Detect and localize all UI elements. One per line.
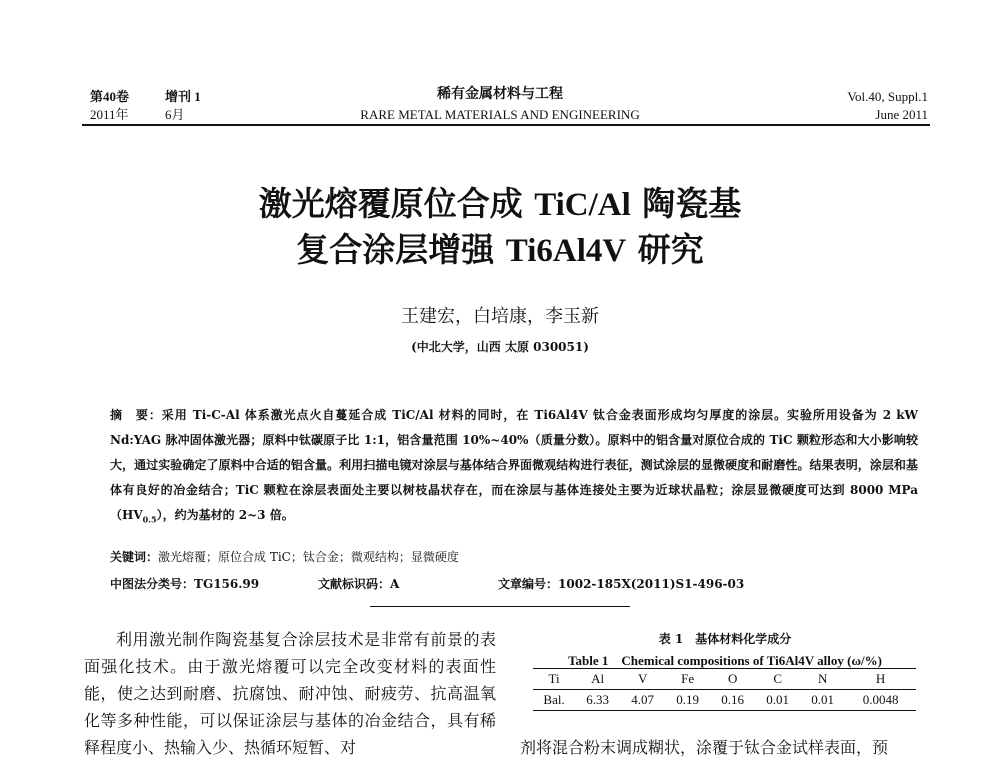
affiliation: (中北大学，山西 太原 030051) (411, 340, 589, 354)
abstract: 摘 要：采用 Ti-C-Al 体系激光点火自蔓延合成 TiC/Al 材料的同时，在 Ti6Al4V 钛合金表面形成均匀厚度的涂层。实验所用设备为 2 kW Nd:YAG 脉冲固体激光器；原料中钛碳原子比 1:1，铝含量范围 10%~40%（质量分数）。原料中的铝含量对原位合成的 TiC 颗粒形态和大小影响较大，通过实验确定了原料中合适的铝含量。利用扫描电镜对涂层与基体结合界面微观结构进行表征，测试涂层的显微硬度和耐磨性。结果表明，涂层和基体有良好的冶金结合；TiC 颗粒在涂层表面处主要以树枝晶状存在，而在涂层与基体连接处主要为近球状晶粒；涂层显微硬度可达到 8000 $MPa(HV_{0.5})$，约为基材的 2~3 倍。 (110, 408, 918, 525)
table-cell: 6.33 (586, 692, 610, 707)
month-cn: 6月 (165, 107, 185, 122)
section-divider (370, 606, 630, 607)
table-header-cell: C (773, 671, 782, 686)
table-header-cell: Al (591, 671, 605, 686)
body-right-column: 剂将混合粉末调成糊状，涂覆于钛合金试样表面，预 (520, 738, 889, 757)
table-header-cell: O (727, 671, 738, 686)
table-header-cell: Fe (681, 671, 695, 686)
supplement-cn: 增刊 1 (165, 89, 201, 104)
journal-name-cn: 稀有金属材料与工程 (437, 87, 563, 102)
table-caption-en: Table 1 Chemical compositions of Ti6Al4V alloy (ω/%) (568, 653, 882, 668)
table-header-cell: H (875, 671, 886, 686)
table-header-row (533, 669, 916, 690)
table-header-cell: Ti (548, 671, 560, 686)
title-line-1: 激光熔覆原位合成 TiC/Al 陶瓷基 (258, 184, 742, 223)
table-row (533, 690, 916, 711)
header-rule (82, 124, 930, 126)
keywords: 关键词：激光熔覆；原位合成 TiC；钛合金；微观结构；显微硬度 (110, 550, 459, 564)
table-cell: 0.0048 (862, 692, 899, 707)
date-en: June 2011 (875, 107, 928, 122)
title-line-2: 复合涂层增强 Ti6Al4V 研究 (296, 230, 704, 269)
table-cell: 0.01 (811, 692, 835, 707)
table-cell: 0.16 (721, 692, 745, 707)
volume-en: Vol.40, Suppl.1 (847, 89, 928, 104)
clc-number: 中图法分类号：TG156.99 (110, 577, 260, 591)
journal-name-en: RARE METAL MATERIALS AND ENGINEERING (360, 107, 640, 122)
composition-table (533, 668, 916, 711)
body-left-column: 利用激光制作陶瓷基复合涂层技术是非常有前景的表面强化技术。由于激光熔覆可以完全改变材料的表面性能，使之达到耐磨、抗腐蚀、耐冲蚀、耐疲劳、抗高温氧化等多种性能，可以保证涂层与基体的冶金结合，具有稀释程度小、热输入少、热循环短暂、对 (84, 630, 496, 757)
table-cell: Bal. (543, 692, 565, 707)
table-header-cell: N (817, 671, 828, 686)
article-number: 文章编号：1002-185X(2011)S1-496-03 (498, 577, 745, 591)
table-caption-cn: 表 1 基体材料化学成分 (658, 632, 792, 646)
table-cell: 0.01 (766, 692, 790, 707)
table-header-cell: V (637, 671, 648, 686)
document-code: 文献标识码：A (318, 577, 400, 591)
table-cell: 4.07 (631, 692, 655, 707)
authors: 王建宏，白培康，李玉新 (401, 306, 599, 327)
volume-cn: 第40卷 (90, 89, 130, 104)
year-cn: 2011年 (90, 107, 129, 122)
table-cell: 0.19 (676, 692, 700, 707)
